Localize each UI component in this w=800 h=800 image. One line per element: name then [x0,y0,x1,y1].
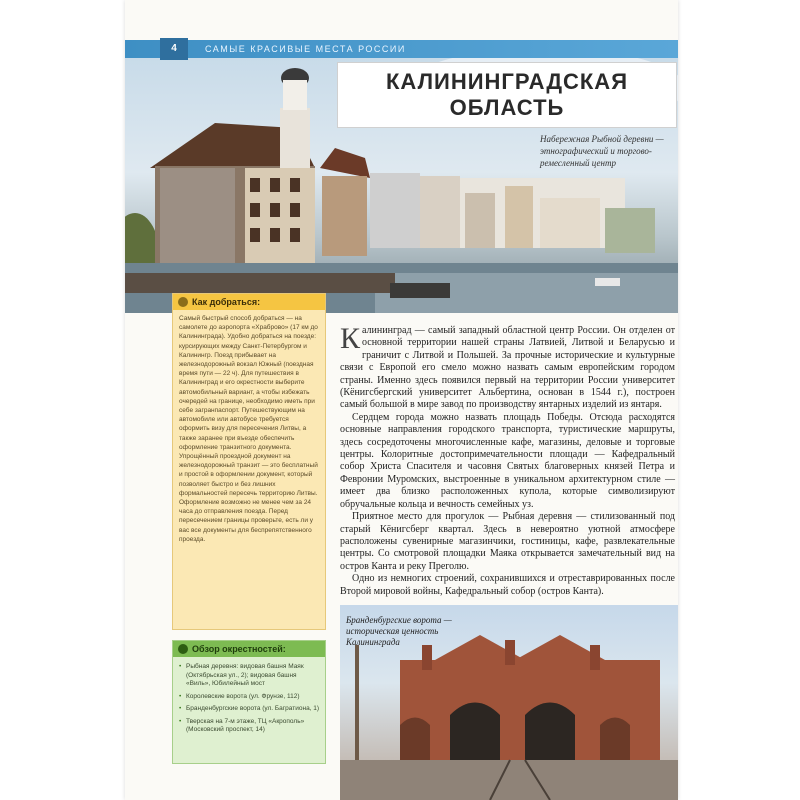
overview-title: Обзор окрестностей: [192,644,286,654]
top-photo-caption: Набережная Рыбной деревни — этнографический и торгово-ремесленный центр [540,134,664,168]
page-number: 4 [160,38,188,60]
book-page [125,0,678,800]
sidebar-header [173,294,325,310]
running-title: САМЫЕ КРАСИВЫЕ МЕСТА РОССИИ [205,44,406,54]
title-line-1: КАЛИНИНГРАДСКАЯ [385,69,629,94]
sidebar-body: Самый быстрый способ добраться — на самолете до аэропорта «Храброво» (17 км до Калининграда). Удобно добраться на поезде: курсирующих между Санкт-Петербургом и Калинингр. Поезд прибывает на железнодорожный вокзал Южный (поездная время пути — 22 ч). Для путешествия в Калининград и его окрестности выберите автомобильный вариант, а чтобы избежать очередей на границе, необходимо иметь при себе загранпаспорт. Путешествующим на автомобиле или автобусе требуется оформить визу для пересечения Литвы, а также заранее при въезде обеспечить оформление транзитного документа. Упрощённый проездной документ на железнодорожный транзит — это бесплатный и простой в оформлении документ, который позволяет быстро и без лишних формальностей пересечь территорию Литвы. Оформление возможно не менее чем за 24 часа до отправления поезда. Перед пересечением границы проверьте, есть ли у вас все документы для беспрепятственного проезда. [179,315,318,543]
sidebar-title: Как добраться: [192,297,261,307]
title-panel [337,62,677,128]
drop-cap: К [340,322,361,355]
title-line-2: ОБЛАСТЬ [449,95,565,120]
article-body [340,322,675,598]
how-to-get-there-box [172,293,326,630]
list-item: • Королевские ворота (ул. Фрунзе, 112) [179,693,321,702]
binoculars-icon [178,644,188,654]
paragraph-1 [340,322,675,412]
paragraph-3: Приятное место для прогулок — Рыбная деревня — стилизованный под старый Кёнигсберг квартал. Здесь в невероятно уютной атмосфере расположены сувенирные магазинчики, гостиницы, кафе, развлекательные центры. Со смотровой площадки Маяка открывается замечательный вид на остров Канта и реку Преголю. [340,511,675,572]
paragraph-2: Сердцем города можно назвать площадь Победы. Отсюда расходятся основные направления городского транспорта, туристические маршруты, здесь сосредоточены многочисленные кафе, магазины, деловые и торговые центры. Колоритные достопримечательности площади — Кафедральный собор Христа Спасителя и часовня Святых благоверных князей Петра и Февронии Муромских, выстроенные в уникальном архитектурном стиле — имеет два близко расположенных купола, которые символизируют обручальные кольца и вечность семейных уз. [340,411,675,510]
list-item: • Тверская на 7-м этаже, ТЦ «Акрополь» (Московский проспект, 14) [179,718,321,735]
paragraph-1-text: алининград — самый западный областной центр России. Он отделен от основной территории нашей страны Латвией, Литвой и Беларусью и граничит с Литвой и Польшей. За прочные исторические и культурные связи с Европой его смело можно назвать самым европейским городом страны. Именно здесь появился первый на территории России университет (Кёнигсбергский университет Альбертина, основан в 1544 г.), построен самый большой в мире завод по производству янтарных изделий из янтаря. [340,325,675,411]
bottom-photo-caption: Бранденбургские ворота — историческая ценность Калининграда [346,615,452,647]
bottom-photo-brandenburg-gate [340,605,678,800]
overview-list [179,663,321,739]
paragraph-4: Одно из немногих строений, сохранившихся и отреставрированных после Второй мировой войны, Кафедральный собор (остров Канта). [340,573,675,597]
list-item: • Бранденбургские ворота (ул. Багратиона, 1) [179,705,321,714]
info-icon [178,297,188,307]
overview-header [173,641,325,657]
list-item: • Рыбная деревня: видовая башня Маяк (Октябрьская ул., 2); видовая башня «Виль», Юбилейный мост [179,663,321,689]
overview-box [172,640,326,764]
